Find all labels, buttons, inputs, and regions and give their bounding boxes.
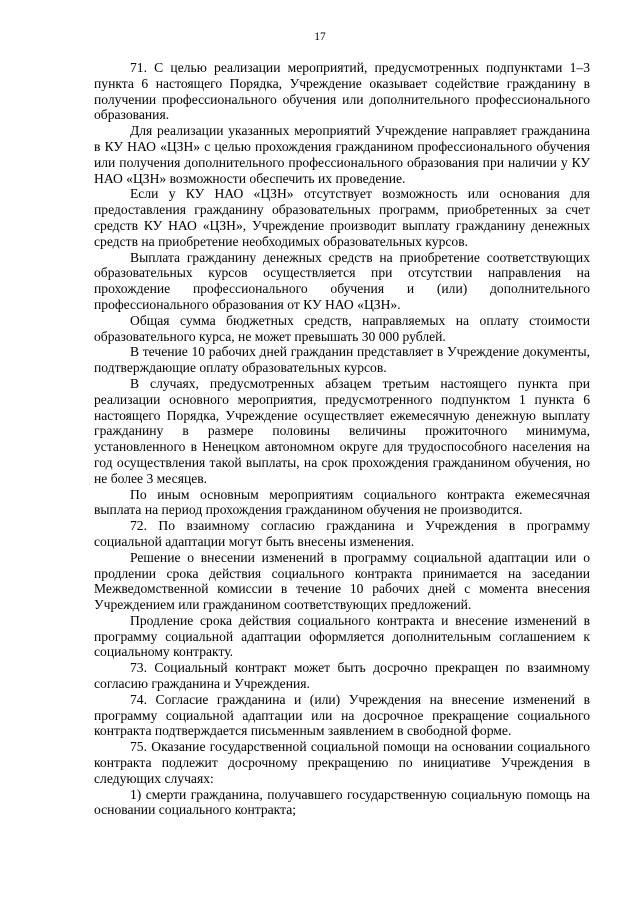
paragraph-payment-conditions: Выплата гражданину денежных средств на приобретение соответствующих образовательных курсов осуществляется при отсутствии направления на прохождение профессионального обучения и (или) дополнительного профессионального образования от КУ НАО «ЦЗН».: [94, 249, 590, 312]
paragraph-documents: В течение 10 рабочих дней гражданин представляет в Учреждение документы, подтверждающие оплату образовательных курсов.: [94, 344, 590, 376]
paragraph-no-possibility: Если у КУ НАО «ЦЗН» отсутствует возможность или основания для предоставления гражданину образовательных программ, приобретенных за счет средств КУ НАО «ЦЗН», Учреждение производит выплату гражданину денежных средств на приобретение необходимых образовательных курсов.: [94, 186, 590, 249]
paragraph-73: 73. Социальный контракт может быть досрочно прекращен по взаимному согласию гражданина и Учреждения.: [94, 660, 590, 692]
paragraph-referral: Для реализации указанных мероприятий Учреждение направляет гражданина в КУ НАО «ЦЗН» с целью прохождения гражданином профессионального обучения или получения дополнительного профессионального образования при наличии у КУ НАО «ЦЗН» возможности обеспечить их проведение.: [94, 123, 590, 186]
document-body: [94, 60, 590, 818]
list-item-1: 1) смерти гражданина, получавшего государственную социальную помощь на основании социального контракта;: [94, 786, 590, 818]
paragraph-75: 75. Оказание государственной социальной помощи на основании социального контракта подлежит досрочному прекращению по инициативе Учреждения в следующих случаях:: [94, 739, 590, 786]
paragraph-decision: Решение о внесении изменений в программу социальной адаптации или о продлении срока действия социального контракта принимается на заседании Межведомственной комиссии в течение 10 рабочих дней с момента внесения Учреждением или гражданином соответствующих предложений.: [94, 549, 590, 613]
page-number: 17: [314, 31, 326, 43]
paragraph-extension: Продление срока действия социального контракта и внесение изменений в программу социальной адаптации оформляется дополнительным соглашением к социальному контракту.: [94, 612, 590, 660]
paragraph-other-measures: По иным основным мероприятиям социального контракта ежемесячная выплата на период прохождения гражданином обучения не производится.: [94, 486, 590, 518]
paragraph-monthly-payment: В случаях, предусмотренных абзацем третьим настоящего пункта при реализации основного мероприятия, предусмотренного подпунктом 1 пункта 6 настоящего Порядка, Учреждение осуществляет ежемесячную денежную выплату гражданину в размере половины величины прожиточного минимума, установленного в Ненецком автономном округе для трудоспособного населения на год осуществления такой выплаты, на срок прохождения гражданином обучения, но не более 3 месяцев.: [94, 375, 590, 486]
paragraph-total-sum: Общая сумма бюджетных средств, направляемых на оплату стоимости образовательного курса, не может превышать 30 000 рублей.: [94, 312, 590, 344]
paragraph-72: 72. По взаимному согласию гражданина и Учреждения в программу социальной адаптации могут быть внесены изменения.: [94, 518, 590, 549]
paragraph-74: 74. Согласие гражданина и (или) Учреждения на внесение изменений в программу социальной адаптации или на досрочное прекращение социального контракта подтверждается письменным заявлением в свободной форме.: [94, 691, 590, 739]
paragraph-71-intro: 71. С целью реализации мероприятий, предусмотренных подпунктами 1–3 пункта 6 настоящего Порядка, Учреждение оказывает содействие гражданину в получении профессионального обучения или дополнительного профессионального образования.: [94, 60, 590, 123]
